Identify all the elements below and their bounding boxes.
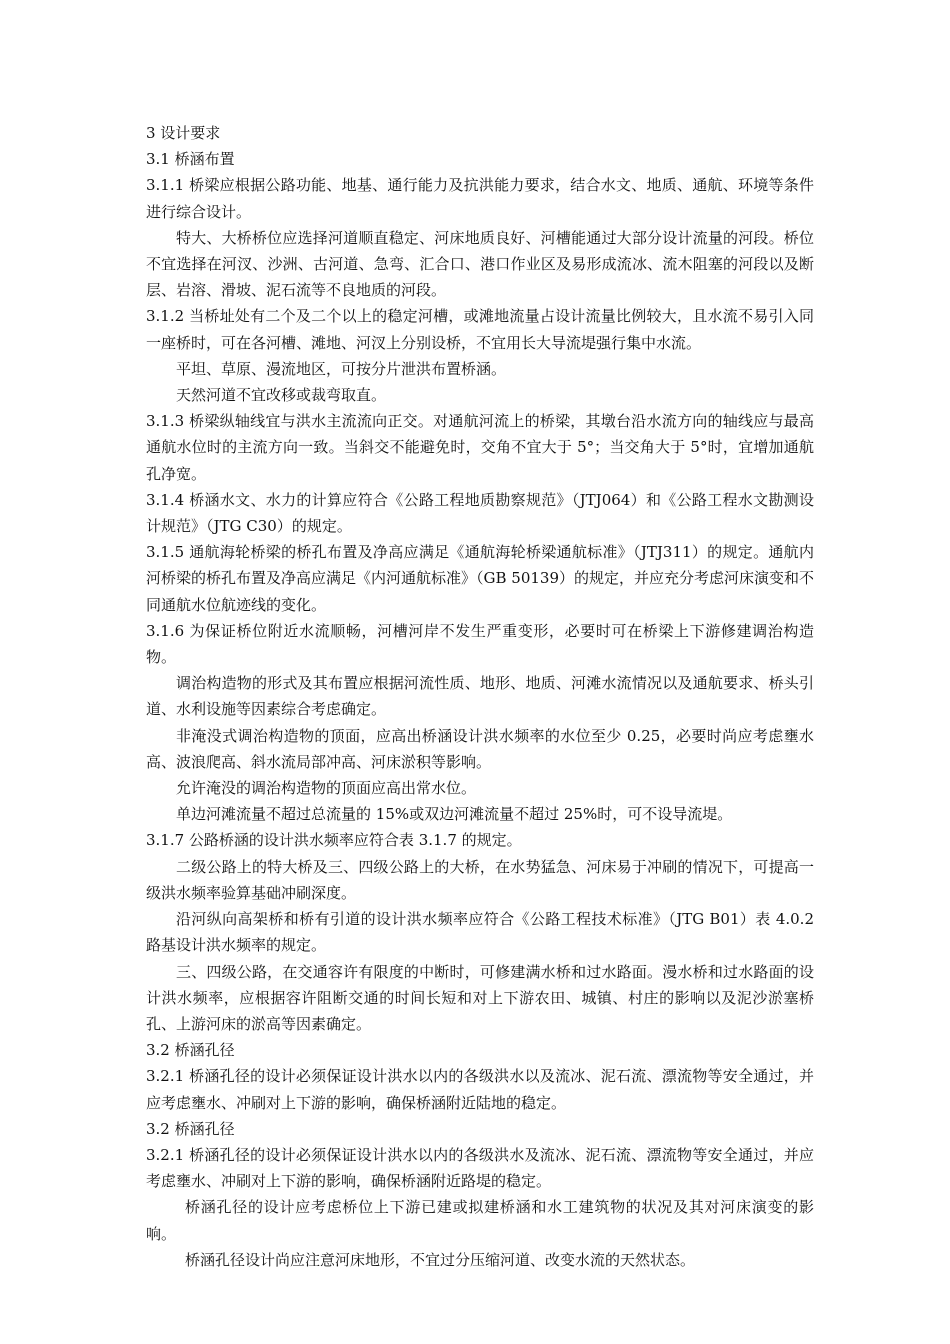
body-paragraph: 桥涵孔径的设计应考虑桥位上下游已建或拟建桥涵和水工建筑物的状况及其对河床演变的影响。 [146,1198,814,1243]
clause-paragraph: 3.2.1 桥涵孔径的设计必须保证设计洪水以内的各级洪水以及流冰、泥石流、漂流物等安全通过，并应考虑壅水、冲刷对上下游的影响，确保桥涵附近陆地的稳定。 [146,1067,814,1112]
body-paragraph: 特大、大桥桥位应选择河道顺直稳定、河床地质良好、河槽能通过大部分设计流量的河段。桥位不宜选择在河汊、沙洲、古河道、急弯、汇合口、港口作业区及易形成流冰、流木阻塞的河段以及断层、岩溶、滑坡、泥石流等不良地质的河段。 [146,228,814,300]
clause-paragraph: 3.2.1 桥涵孔径的设计必须保证设计洪水以内的各级洪水及流冰、泥石流、漂流物等安全通过，并应考虑壅水、冲刷对上下游的影响，确保桥涵附近路堤的稳定。 [146,1145,814,1191]
body-paragraph: 天然河道不宜改移或裁弯取直。 [176,386,387,405]
body-paragraph: 沿河纵向高架桥和桥有引道的设计洪水频率应符合《公路工程技术标准》（JTG B01）表 4.0.2 路基设计洪水频率的规定。 [146,910,814,955]
subsection-heading: 3.1 桥涵布置 [146,150,235,169]
subsection-heading: 3.2 桥涵孔径 [146,1119,235,1138]
clause-paragraph: 3.1.2 当桥址处有二个及二个以上的稳定河槽，或滩地流量占设计流量比例较大，且水流不易引入同一座桥时，可在各河槽、滩地、河汊上分别设桥，不宜用长大导流堤强行集中水流。 [146,307,814,352]
body-paragraph: 调治构造物的形式及其布置应根据河流性质、地形、地质、河滩水流情况以及通航要求、桥头引道、水利设施等因素综合考虑确定。 [146,674,814,719]
clause-paragraph: 3.1.4 桥涵水文、水力的计算应符合《公路工程地质勘察规范》（JTJ064）和《公路工程水文勘测设计规范》（JTG C30）的规定。 [146,490,814,536]
clause-paragraph: 3.1.6 为保证桥位附近水流顺畅，河槽河岸不发生严重变形，必要时可在桥梁上下游修建调治构造物。 [146,621,814,667]
clause-paragraph: 3.1.7 公路桥涵的设计洪水频率应符合表 3.1.7 的规定。 [146,831,522,850]
body-paragraph: 二级公路上的特大桥及三、四级公路上的大桥，在水势猛急、河床易于冲刷的情况下，可提高一级洪水频率验算基础冲刷深度。 [146,857,814,902]
body-paragraph: 三、四级公路，在交通容许有限度的中断时，可修建满水桥和过水路面。漫水桥和过水路面的设计洪水频率，应根据容许阻断交通的时间长短和对上下游农田、城镇、村庄的影响以及泥沙淤塞桥孔、上游河床的淤高等因素确定。 [146,962,814,1033]
body-paragraph: 平坦、草原、漫流地区，可按分片泄洪布置桥涵。 [176,359,507,378]
document-body [146,120,814,1273]
subsection-heading: 3.2 桥涵孔径 [146,1041,235,1060]
body-paragraph: 桥涵孔径设计尚应注意河床地形，不宜过分压缩河道、改变水流的天然状态。 [185,1250,696,1269]
clause-paragraph: 3.1.5 通航海轮桥梁的桥孔布置及净高应满足《通航海轮桥梁通航标准》（JTJ311）的规定。通航内河桥梁的桥孔布置及净高应满足《内河通航标准》（GB 50139）的规定，并应充分考虑河床演变和不同通航水位航迹线的变化。 [146,543,814,614]
clause-paragraph: 3.1.3 桥梁纵轴线宜与洪水主流流向正交。对通航河流上的桥梁，其墩台沿水流方向的轴线应与最高通航水位时的主流方向一致。当斜交不能避免时，交角不宜大于 5°；当交角大于 5°时，宜增加通航孔净宽。 [146,412,814,483]
clause-paragraph: 3.1.1 桥梁应根据公路功能、地基、通行能力及抗洪能力要求，结合水文、地质、通航、环境等条件进行综合设计。 [146,176,814,221]
body-paragraph: 允许淹没的调治构造物的顶面应高出常水位。 [176,779,477,798]
body-paragraph: 单边河滩流量不超过总流量的 15%或双边河滩流量不超过 25%时，可不设导流堤。 [176,805,733,824]
body-paragraph: 非淹没式调治构造物的顶面，应高出桥涵设计洪水频率的水位至少 0.25，必要时尚应考虑壅水高、波浪爬高、斜水流局部冲高、河床淤积等影响。 [146,726,814,771]
section-heading: 3 设计要求 [146,124,221,142]
